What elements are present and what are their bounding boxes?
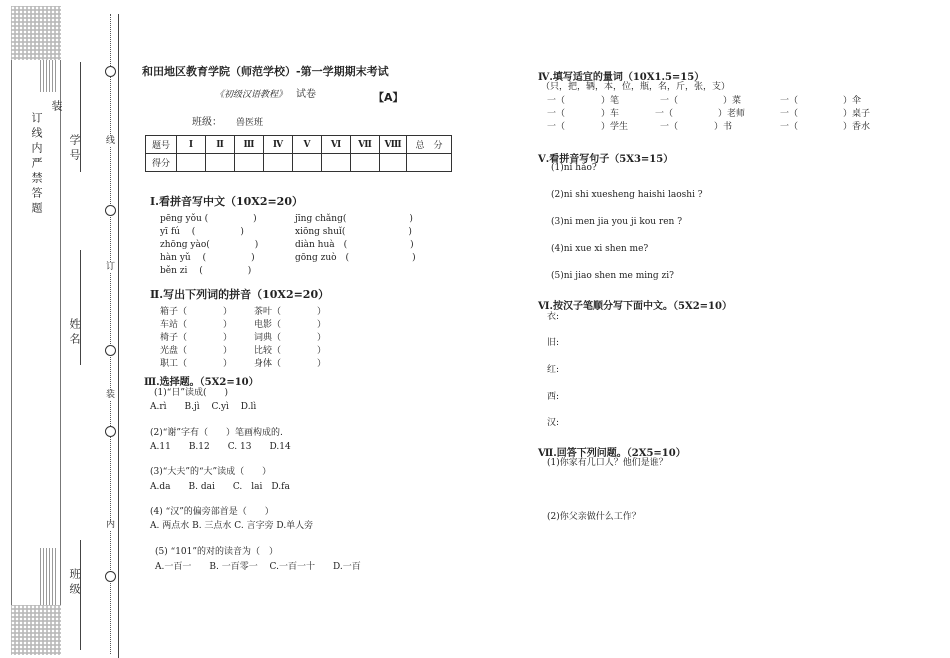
sentence-item: (1)nǐ hǎo? (551, 163, 597, 173)
stroke-item: 红: (547, 365, 560, 375)
question-5: (5) “101”的对的读音为（ ） (155, 547, 278, 557)
course-name: 《初级汉语教程》 (215, 90, 288, 100)
pinyin-item: yī fú ( ) (160, 227, 244, 237)
class-label: 班级： (192, 117, 222, 128)
seal-circle-4 (105, 426, 116, 437)
question-4: (4) “汉”的偏旁部首是（ ） (150, 507, 274, 517)
seal-circle-3 (105, 345, 116, 356)
score-head-cell: Ⅳ (264, 136, 293, 154)
hatch-top (11, 6, 61, 60)
xingming-line (80, 250, 81, 365)
score-head-cell: Ⅵ (322, 136, 351, 154)
measure-item: 一（ ）笔 (547, 96, 620, 106)
measure-item: 一（ ）桌子 (780, 109, 871, 119)
word-item: 光盘（ ） (160, 346, 233, 356)
stroke-item: 衣: (547, 312, 560, 322)
word-item: 茶叶（ ） (254, 307, 327, 317)
score-cell[interactable] (293, 154, 322, 172)
measure-item: 一（ ）学生 (547, 122, 629, 132)
measure-item: 一（ ）菜 (660, 96, 742, 106)
word-item: 职工（ ） (160, 359, 233, 369)
stroke-item: 汉: (547, 418, 560, 428)
pinyin-item: běn zi ( ) (160, 266, 252, 276)
pinyin-item: xiōng shuǐ( ) (295, 227, 412, 237)
seal-label-zhuang: 装 (106, 390, 116, 400)
stripe-top (40, 60, 58, 92)
section-5-title: Ⅴ.看拼音写句子（5X3=15） (538, 154, 674, 165)
section-4-title: Ⅳ.填写适宜的量词（10X1.5=15） (538, 72, 705, 83)
seal-circle-1 (105, 66, 116, 77)
word-item: 比较（ ） (254, 346, 327, 356)
xingming-label: 姓名 (68, 318, 81, 348)
hatch-bottom (11, 605, 61, 655)
zhuang-label: 装 (50, 100, 63, 115)
score-header-row (146, 136, 452, 154)
score-value-row (146, 154, 452, 172)
measure-word-list: （只，把，辆，本，位，瓶，名，斤，张，支） (541, 82, 731, 92)
score-cell[interactable] (380, 154, 407, 172)
seal-label-ding: 订 (106, 262, 116, 272)
pinyin-item: jīng chǎng( ) (295, 214, 413, 224)
paper-version: 【A】 (373, 91, 404, 104)
xuehao-line (80, 62, 81, 172)
sentence-item: (2)ni shi xuesheng haishi laoshi ? (551, 190, 703, 200)
exam-title: 和田地区教育学院（师范学校）-第一学期期末考试 (142, 65, 389, 78)
seal-circle-5 (105, 571, 116, 582)
score-head-cell: Ⅶ (351, 136, 380, 154)
score-table (145, 135, 452, 172)
section-3-title: Ⅲ.选择题。（5X2=10） (144, 377, 259, 388)
question-2-options: A.11 B.12 C. 13 D.14 (150, 442, 291, 452)
question-4-options: A. 两点水 B. 三点水 C. 言字旁 D.单人旁 (150, 521, 314, 531)
score-head-cell: 总 分 (407, 136, 452, 154)
pinyin-item: pēng yǒu ( ) (160, 214, 257, 224)
question-1: (1)“日”读成( ) (154, 388, 228, 398)
word-item: 椅子（ ） (160, 333, 233, 343)
margin-line (118, 14, 119, 658)
score-cell[interactable] (407, 154, 452, 172)
score-cell[interactable] (322, 154, 351, 172)
word-item: 身体（ ） (254, 359, 327, 369)
word-item: 车站（ ） (160, 320, 233, 330)
word-item: 箱子（ ） (160, 307, 233, 317)
stroke-item: 旧: (547, 338, 560, 348)
measure-item: 一（ ）书 (660, 122, 733, 132)
score-cell[interactable] (264, 154, 293, 172)
score-head-cell: 题号 (146, 136, 177, 154)
question-3-options: A.da B. dai C. lai D.fa (150, 482, 290, 492)
stroke-item: 西: (547, 392, 560, 402)
pinyin-item: diàn huà ( ) (295, 240, 414, 250)
word-item: 词典（ ） (254, 333, 327, 343)
sentence-item: (3)ni men jia you ji kou ren ? (551, 217, 683, 227)
xuehao-label: 学号 (68, 134, 81, 164)
score-head-cell: Ⅰ (177, 136, 206, 154)
section-7-title: Ⅶ.回答下列问题。（2X5=10） (538, 448, 686, 459)
strip-warning: 订线内严禁答题 (30, 112, 43, 217)
stripe-bottom (40, 548, 58, 605)
sentence-item: (4)ni xue xi shen me? (551, 244, 649, 254)
seal-circle-2 (105, 205, 116, 216)
score-cell[interactable] (351, 154, 380, 172)
paper-label: 试卷 (296, 89, 316, 100)
word-item: 电影（ ） (254, 320, 327, 330)
measure-item: 一（ ）车 (547, 109, 620, 119)
answer-question-1: (1)你家有几口人？他们是谁？ (547, 458, 668, 468)
question-5-options: A.一百一 B. 一百零一 C.一百一十 D.一百 (155, 562, 361, 572)
pinyin-item: hàn yǔ ( ) (160, 253, 255, 263)
class-value: 兽医班 (236, 118, 264, 128)
measure-item: 一（ ）香水 (780, 122, 871, 132)
section-6-title: Ⅵ.按汉子笔顺分写下面中文。（5X2=10） (538, 301, 732, 312)
section-2-title: Ⅱ.写出下列词的拼音（10X2=20） (150, 288, 330, 301)
sentence-item: (5)ni jiao shen me ming zi? (551, 271, 674, 281)
pinyin-item: gōng zuò ( ) (295, 253, 416, 263)
question-3: (3)“大夫”的“大”读成（ ） (150, 467, 272, 477)
score-head-cell: Ⅷ (380, 136, 407, 154)
question-2: (2)“谢”字有（ ）笔画构成的. (150, 428, 283, 438)
score-head-cell: Ⅱ (206, 136, 235, 154)
score-cell[interactable] (235, 154, 264, 172)
pinyin-item: zhōng yào( ) (160, 240, 259, 250)
measure-item: 一（ ）老师 (655, 109, 746, 119)
seal-label-nei: 内 (106, 520, 116, 530)
seal-label-xian: 线 (106, 136, 116, 146)
section-1-title: Ⅰ.看拼音写中文（10X2=20） (150, 195, 303, 208)
question-1-options: A.rì B.jì C.yì D.lì (150, 402, 257, 412)
measure-item: 一（ ）伞 (780, 96, 862, 106)
score-cell[interactable] (206, 154, 235, 172)
score-label-cell: 得分 (146, 154, 177, 172)
score-head-cell: Ⅴ (293, 136, 322, 154)
answer-question-2: (2)你父亲做什么工作？ (547, 512, 641, 522)
score-cell[interactable] (177, 154, 206, 172)
score-head-cell: Ⅲ (235, 136, 264, 154)
banji-label: 班级 (68, 568, 81, 598)
sealing-line (110, 14, 111, 654)
banji-line (80, 540, 81, 650)
